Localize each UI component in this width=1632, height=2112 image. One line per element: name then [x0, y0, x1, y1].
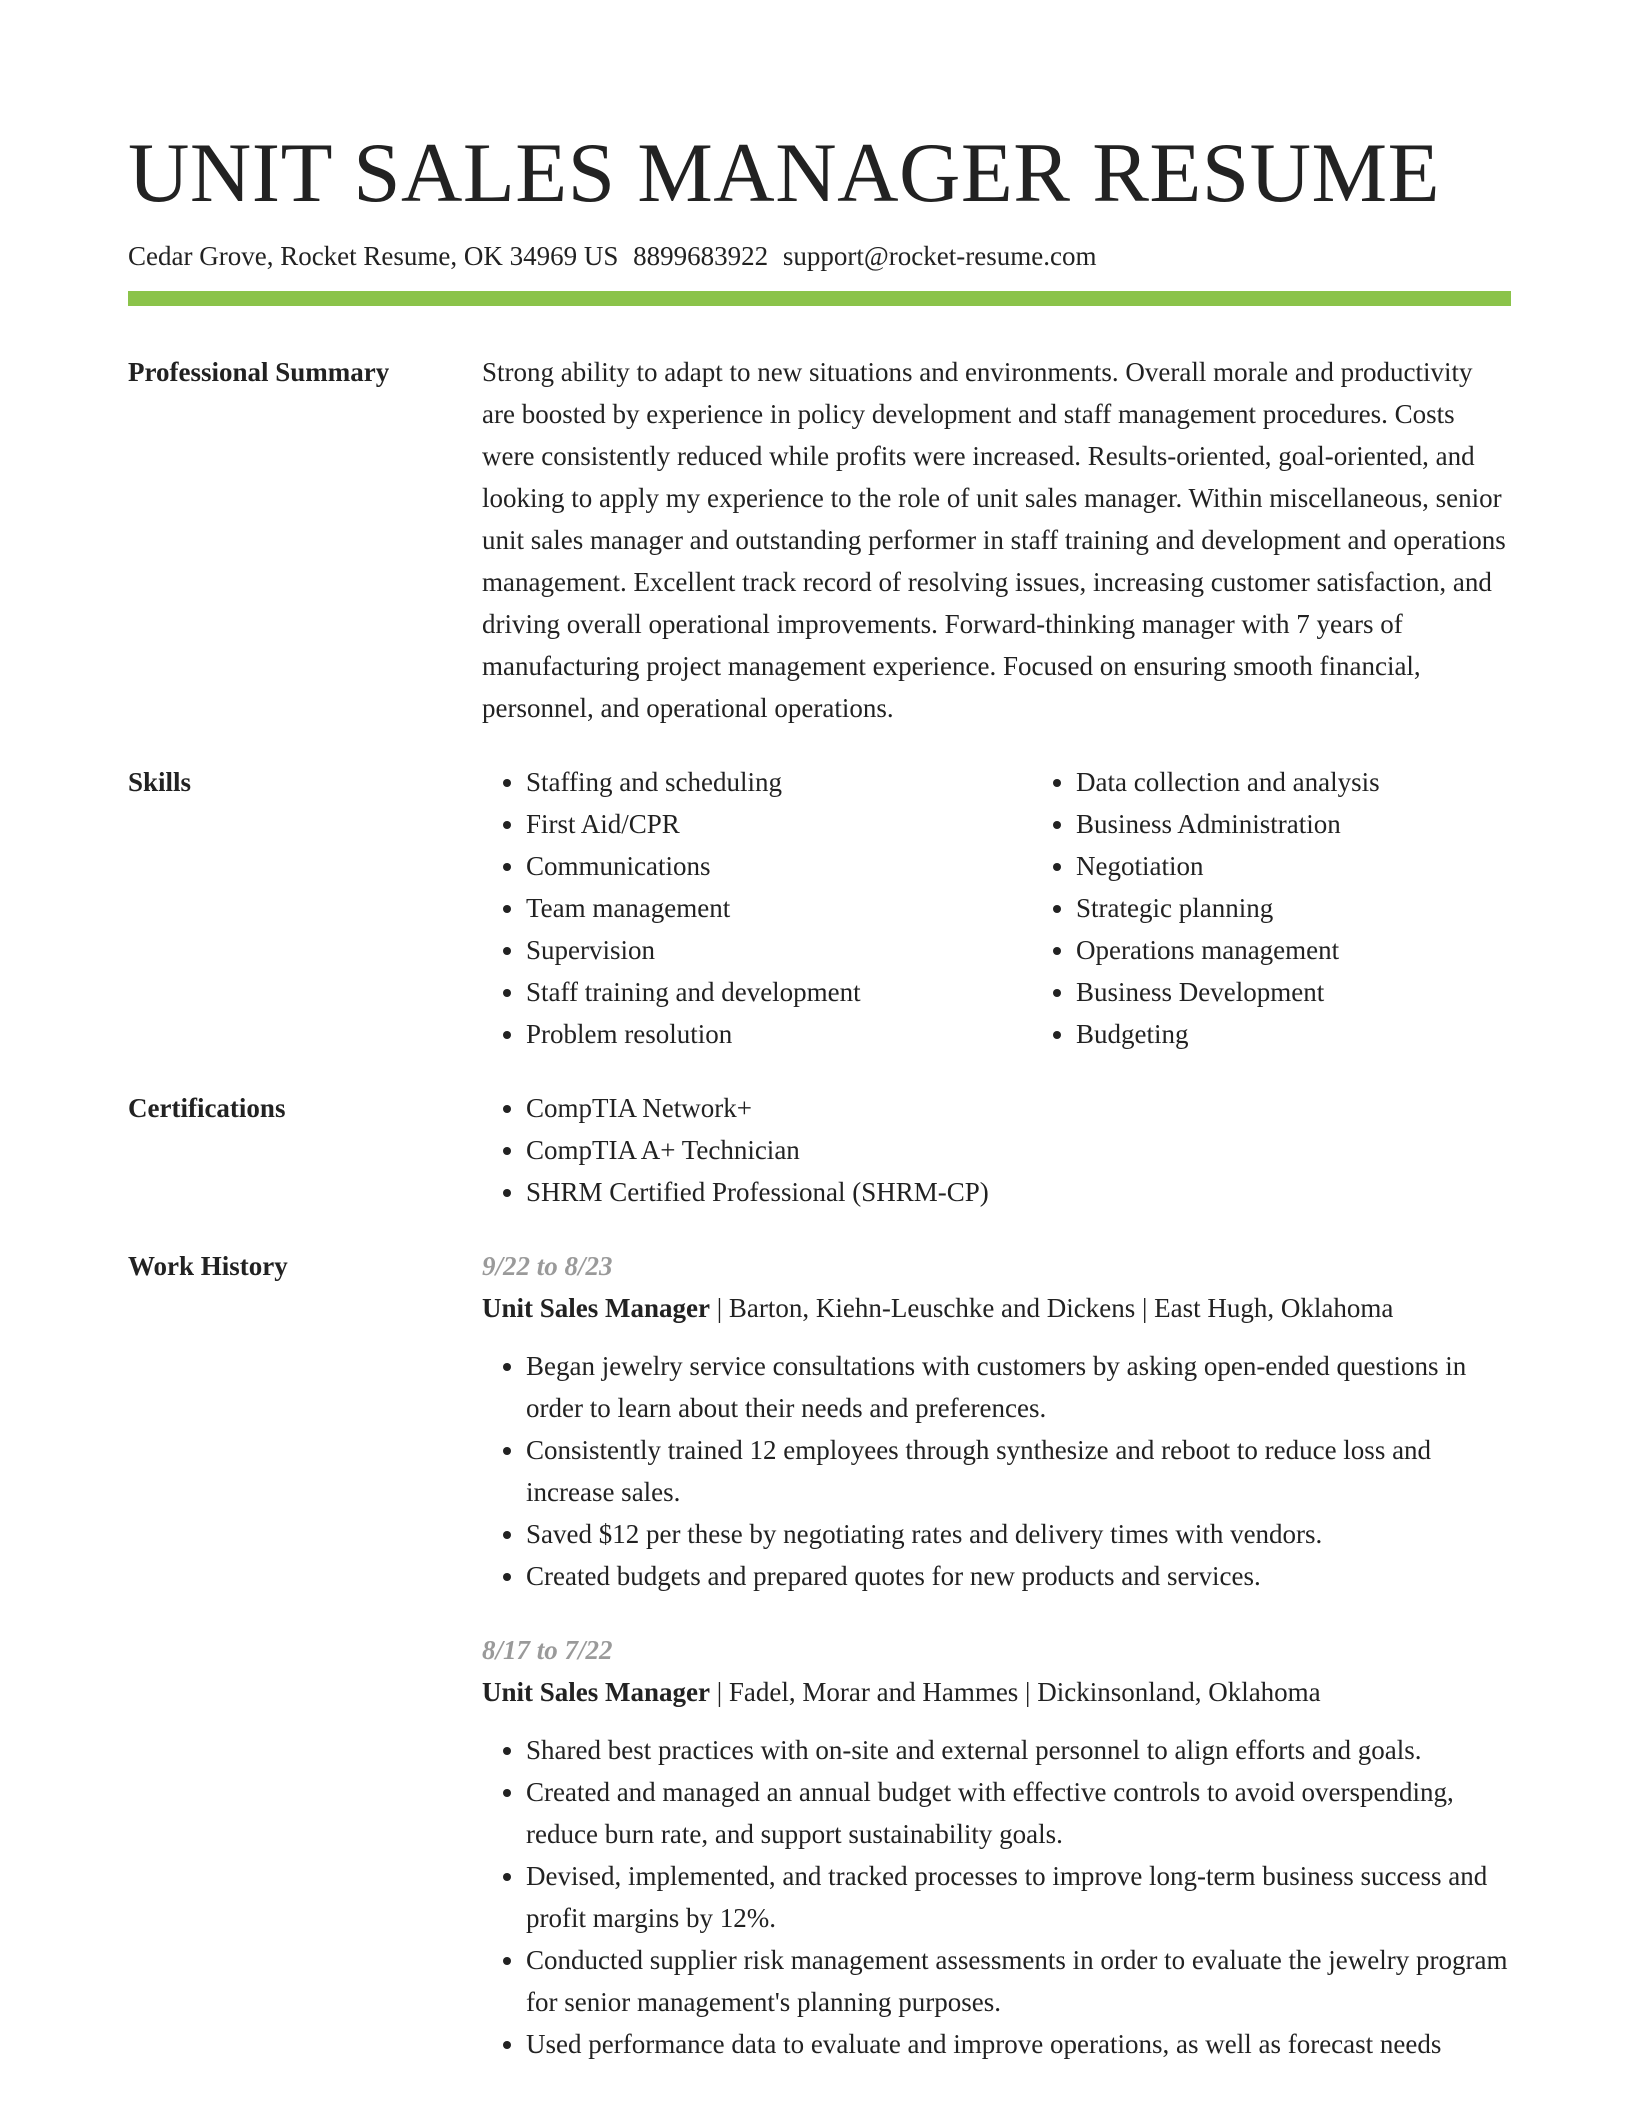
job-entry	[482, 1245, 1511, 1597]
skill-item: • Staffing and scheduling	[526, 761, 1032, 803]
resume-page	[128, 118, 1511, 2065]
skill-item: • Problem resolution	[526, 1013, 1032, 1055]
job-bullets	[482, 1345, 1511, 1597]
contact-phone: 8899683922	[633, 241, 769, 271]
skill-item: • Team management	[526, 887, 1032, 929]
certifications-body	[482, 1087, 1511, 1213]
certification-item: • CompTIA Network+	[526, 1087, 1511, 1129]
job-bullet: • Saved $12 per these by negotiating rates and delivery times with vendors.	[526, 1513, 1511, 1555]
summary-heading: Professional Summary	[128, 357, 390, 387]
job-bullet: • Shared best practices with on-site and external personnel to align efforts and goals.	[526, 1729, 1511, 1771]
job-title-line	[482, 1671, 1511, 1713]
job-bullet: • Created budgets and prepared quotes for new products and services.	[526, 1555, 1511, 1597]
skill-item: • Supervision	[526, 929, 1032, 971]
job-title: Unit Sales Manager	[482, 1293, 710, 1323]
job-bullet: • Devised, implemented, and tracked processes to improve long-term business success and profit margins by 12%.	[526, 1855, 1511, 1939]
job-dates: 9/22 to 8/23	[482, 1251, 613, 1281]
certifications-section	[128, 1087, 1511, 1213]
job-details: | Fadel, Morar and Hammes | Dickinsonland, Oklahoma	[709, 1677, 1321, 1707]
skill-item: • Budgeting	[1076, 1013, 1582, 1055]
job-title-line	[482, 1287, 1511, 1329]
accent-divider	[128, 291, 1511, 306]
skill-item: • Strategic planning	[1076, 887, 1582, 929]
job-bullet: • Created and managed an annual budget with effective controls to avoid overspending, reduce burn rate, and support sustainability goals.	[526, 1771, 1511, 1855]
skill-item: • Business Development	[1076, 971, 1582, 1013]
work-history-heading: Work History	[128, 1251, 288, 1281]
job-bullet: • Began jewelry service consultations with customers by asking open-ended questions in order to learn about their needs and preferences.	[526, 1345, 1511, 1429]
certification-item: • CompTIA A+ Technician	[526, 1129, 1511, 1171]
skill-item: • Staff training and development	[526, 971, 1032, 1013]
skills-section	[128, 761, 1511, 1055]
skills-heading: Skills	[128, 767, 192, 797]
summary-section	[128, 351, 1511, 729]
job-bullet: • Used performance data to evaluate and improve operations, as well as forecast needs	[526, 2023, 1511, 2065]
job-details: | Barton, Kiehn-Leuschke and Dickens | East Hugh, Oklahoma	[709, 1293, 1394, 1323]
job-bullets	[482, 1729, 1511, 2065]
skills-columns	[482, 761, 1582, 1055]
job-title: Unit Sales Manager	[482, 1677, 710, 1707]
job-entry	[482, 1629, 1511, 2065]
job-dates: 8/17 to 7/22	[482, 1635, 613, 1665]
resume-title: UNIT SALES MANAGER RESUME	[128, 126, 1440, 220]
job-bullet: • Conducted supplier risk management assessments in order to evaluate the jewelry program for senior management's planning purposes.	[526, 1939, 1511, 2023]
skill-item: • Operations management	[1076, 929, 1582, 971]
certifications-heading: Certifications	[128, 1093, 286, 1123]
contact-line	[128, 236, 1511, 276]
work-history-section	[128, 1245, 1511, 2065]
work-history-body	[482, 1245, 1511, 2065]
certification-item: • SHRM Certified Professional (SHRM-CP)	[526, 1171, 1511, 1213]
skill-item: • Negotiation	[1076, 845, 1582, 887]
summary-text: Strong ability to adapt to new situations and environments. Overall morale and productivity are boosted by experience in policy development and staff management procedures. Costs were consistently reduced while profits were increased. Results-oriented, goal-oriented, and looking to apply my experience to the role of unit sales manager. Within miscellaneous, senior unit sales manager and outstanding performer in staff training and development and operations management. Excellent track record of resolving issues, increasing customer satisfaction, and driving overall operational improvements. Forward-thinking manager with 7 years of manufacturing project management experience. Focused on ensuring smooth financial, personnel, and operational operations.	[482, 357, 1506, 723]
contact-email: support@rocket-resume.com	[782, 241, 1097, 271]
skills-list-right	[1032, 761, 1582, 1055]
job-bullet: • Consistently trained 12 employees through synthesize and reboot to reduce loss and increase sales.	[526, 1429, 1511, 1513]
certifications-list	[482, 1087, 1511, 1213]
skills-list-left	[482, 761, 1032, 1055]
contact-address: Cedar Grove, Rocket Resume, OK 34969 US	[128, 241, 619, 271]
skill-item: • Data collection and analysis	[1076, 761, 1582, 803]
skill-item: • Communications	[526, 845, 1032, 887]
skill-item: • First Aid/CPR	[526, 803, 1032, 845]
skill-item: • Business Administration	[1076, 803, 1582, 845]
